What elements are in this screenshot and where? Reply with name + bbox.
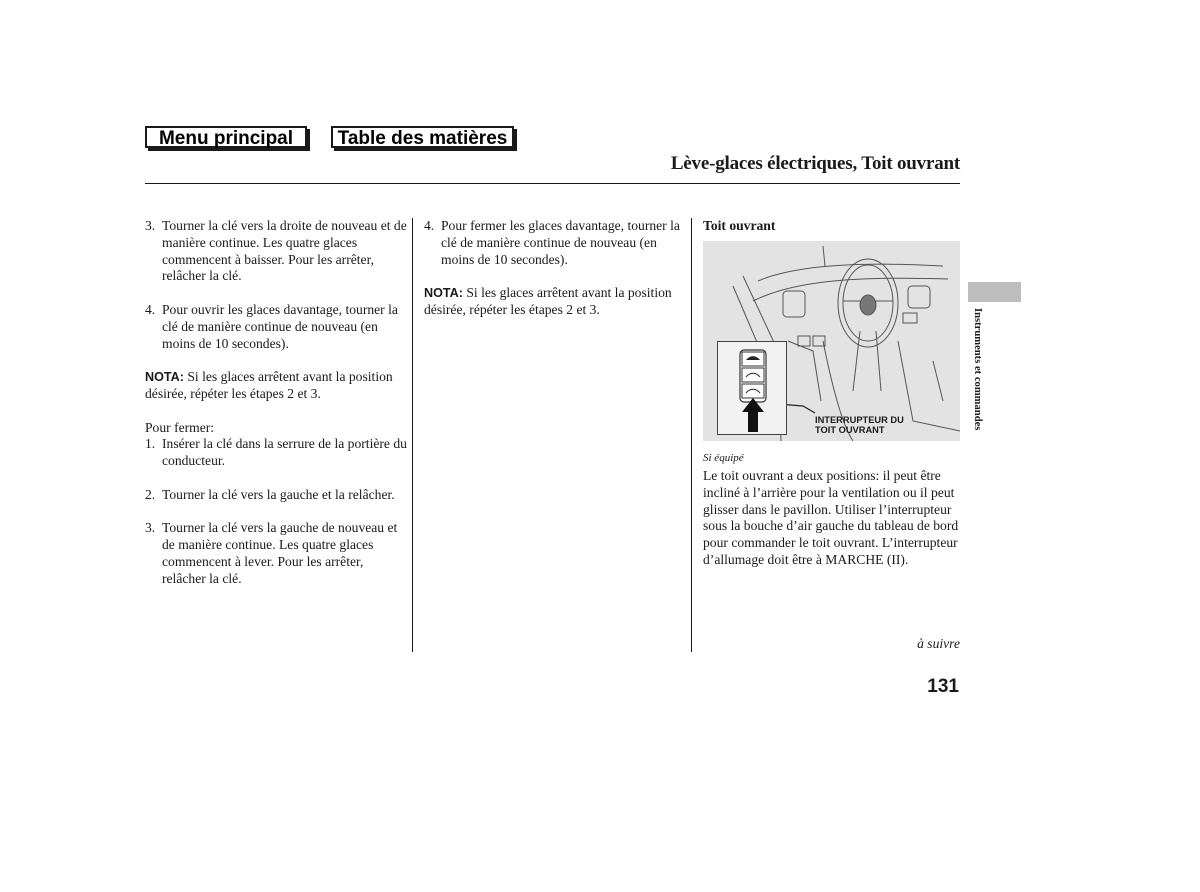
- list-item: 4. Pour ouvrir les glaces davantage, tourner la clé de manière continue de nouveau (en moins de 10 secondes).: [145, 301, 398, 351]
- toit-ouvrant-heading: Toit ouvrant: [703, 218, 776, 233]
- nota-text: Si les glaces arrêtent avant la position désirée, répéter les étapes 2 et 3.: [145, 369, 393, 401]
- column-1: [145, 218, 407, 588]
- step-1-text: Insérer la clé dans la serrure de la portière du conducteur.: [162, 436, 407, 469]
- step-4-open-text: Pour ouvrir les glaces davantage, tourner la clé de manière continue de nouveau (en moins de 10 secondes).: [162, 301, 398, 351]
- list-item: 4. Pour fermer les glaces davantage, tourner la clé de manière continue de nouveau (en moins de 10 secondes).: [424, 218, 680, 267]
- nota-label: NOTA:: [424, 286, 463, 301]
- column-divider-2: [691, 218, 692, 652]
- si-equipe-note: Si équipé: [703, 452, 744, 464]
- column-divider-1: [412, 218, 413, 652]
- list-item: 3. Tourner la clé vers la droite de nouveau et de manière continue. Les quatre glaces commencent à baisser. Pour les arrêter, relâcher la clé.: [145, 218, 407, 284]
- nota-paragraph: [145, 369, 407, 403]
- sunroof-switch-callout: INTERRUPTEUR DU TOIT OUVRANT: [815, 415, 904, 436]
- sunroof-switch-illustration: [703, 241, 960, 441]
- nota-text: Si les glaces arrêtent avant la position désirée, répéter les étapes 2 et 3.: [424, 285, 672, 317]
- switch-inset: [717, 341, 787, 435]
- section-tab-label: Instruments et commandes: [972, 308, 983, 431]
- step-2-text: Tourner la clé vers la gauche et la relâcher.: [162, 486, 395, 502]
- step-3-open-text: Tourner la clé vers la droite de nouveau et de manière continue. Les quatre glaces commencent à baisser. Pour les arrêter, relâcher la clé.: [162, 218, 407, 284]
- list-item: 2. Tourner la clé vers la gauche et la relâcher.: [145, 486, 395, 502]
- step-3-close-text: Tourner la clé vers la gauche de nouveau et de manière continue. Les quatre glaces commencent à lever. Pour les arrêter, relâcher la clé.: [162, 520, 398, 586]
- menu-principal-button[interactable]: Menu principal: [145, 126, 307, 148]
- pour-fermer-heading: Pour fermer:: [145, 419, 215, 435]
- switch-drawing: [718, 342, 786, 434]
- nota-paragraph: [424, 285, 684, 319]
- section-tab-marker: [968, 282, 1021, 302]
- toit-ouvrant-body: Le toit ouvrant a deux positions: il peut être incliné à l’arrière pour la ventilation ou il peut glisser dans le pavillon. Utiliser l’interrupteur sous la bouche d’air gauche du tableau de bord pour commander le toit ouvrant. L’interrupteur d’allumage doit être à MARCHE (II).: [703, 468, 959, 567]
- nota-label: NOTA:: [145, 370, 184, 385]
- list-item: 3. Tourner la clé vers la gauche de nouveau et de manière continue. Les quatre glaces commencent à lever. Pour les arrêter, relâcher la clé.: [145, 520, 398, 586]
- a-suivre-note: à suivre: [917, 636, 960, 651]
- table-des-matieres-button[interactable]: Table des matières: [331, 126, 514, 148]
- list-item: 1. Insérer la clé dans la serrure de la portière du conducteur.: [145, 436, 407, 469]
- step-4-close-text: Pour fermer les glaces davantage, tourner la clé de manière continue de nouveau (en moins de 10 secondes).: [441, 218, 680, 267]
- page-title: Lève-glaces électriques, Toit ouvrant: [670, 153, 960, 174]
- page-number: 131: [927, 676, 959, 697]
- column-2: [424, 218, 684, 319]
- header-rule: [145, 183, 960, 184]
